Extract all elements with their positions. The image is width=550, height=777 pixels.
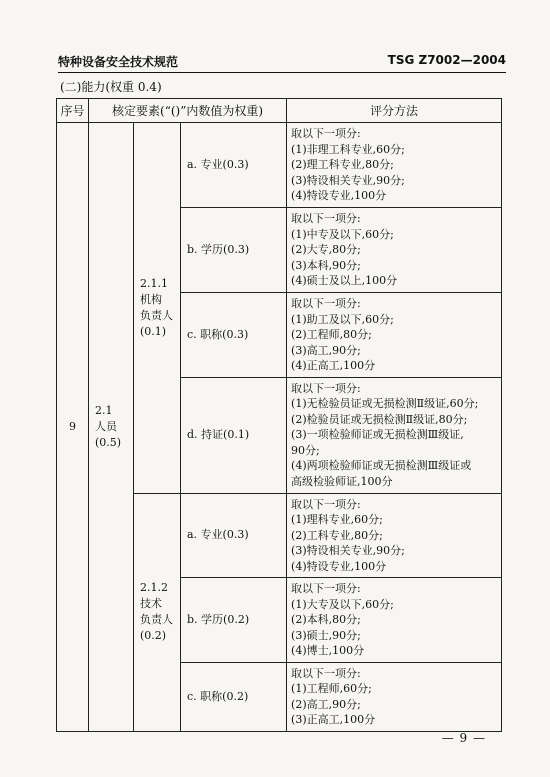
method-line: (1)大专及以下,60分;: [291, 597, 394, 611]
method-line: (3)一项检验师证或无损检测Ⅲ级证,: [291, 428, 464, 441]
level1-code: 2.1: [95, 403, 113, 417]
method-line: 高级检验师证,100分: [291, 474, 393, 488]
method-line: (1)助工及以下,60分;: [291, 312, 394, 326]
table-row: [57, 123, 502, 208]
scoring-method: [287, 578, 502, 663]
method-line: (4)两项检验师证或无损检测Ⅲ级证或: [291, 459, 472, 472]
item-label: c. 职称(0.2): [181, 662, 287, 731]
header-code: TSG Z7002—2004: [387, 53, 506, 67]
level1-name: 人员: [95, 419, 117, 433]
page-number: — 9 —: [441, 731, 486, 745]
method-line: (4)特设专业,100分: [291, 189, 387, 202]
method-line: (2)检验员证或无损检测Ⅱ级证,80分;: [291, 412, 468, 426]
level2-name-line1: 技术: [140, 597, 162, 610]
assessment-table: [56, 98, 502, 732]
method-line: (2)大专,80分;: [291, 243, 361, 256]
item-label: b. 学历(0.2): [181, 578, 287, 663]
method-line: (2)理工科专业,80分;: [291, 158, 394, 171]
item-label: b. 学历(0.3): [181, 208, 287, 293]
scoring-method: [287, 377, 502, 493]
level2-name-line2: 负责人: [140, 308, 173, 322]
method-line: (1)工程师,60分;: [291, 682, 372, 695]
item-label: d. 持证(0.1): [181, 377, 287, 493]
level2-code: 2.1.1: [140, 276, 168, 290]
method-line: (2)工程师,80分;: [291, 328, 372, 341]
method-line: (3)本科,90分;: [291, 258, 361, 272]
method-line: (1)非理工科专业,60分;: [291, 142, 405, 156]
method-line: 取以下一项分:: [291, 497, 361, 511]
table-header-row: [57, 99, 502, 123]
method-line: (3)特设相关专业,90分;: [291, 173, 405, 187]
method-line: (1)中专及以下,60分;: [291, 227, 394, 241]
method-line: (4)特设专业,100分: [291, 559, 387, 573]
item-label: a. 专业(0.3): [181, 123, 287, 208]
scoring-method: [287, 123, 502, 208]
header-title: 特种设备安全技术规范: [58, 55, 179, 69]
level2-name-line1: 机构: [140, 292, 162, 306]
level2-code: 2.1.2: [140, 581, 168, 594]
method-line: 取以下一项分:: [291, 582, 361, 595]
method-line: 取以下一项分:: [291, 297, 361, 310]
method-line: (4)正高工,100分: [291, 359, 376, 372]
level2-element-institution-head: [134, 123, 181, 494]
method-line: (1)无检验员证或无损检测Ⅱ级证,60分;: [291, 397, 479, 410]
method-line: (1)理科专业,60分;: [291, 513, 383, 526]
running-header: [58, 50, 506, 73]
method-line: 90分;: [291, 443, 320, 457]
method-line: (2)高工,90分;: [291, 697, 361, 711]
item-label: a. 专业(0.3): [181, 493, 287, 578]
level1-element: [89, 123, 134, 732]
scoring-method: [287, 293, 502, 378]
method-line: (2)工科专业,80分;: [291, 528, 383, 542]
method-line: (4)博士,100分: [291, 644, 365, 657]
level2-element-technical-head: [134, 493, 181, 731]
method-line: 取以下一项分:: [291, 127, 361, 140]
method-line: (3)硕士,90分;: [291, 628, 361, 642]
section-title: (二)能力(权重 0.4): [60, 80, 162, 94]
header-method: 评分方法: [287, 99, 502, 123]
row-number: 9: [57, 123, 89, 732]
level2-name-line2: 负责人: [140, 613, 173, 626]
method-line: (2)本科,80分;: [291, 613, 361, 626]
item-label: c. 职称(0.3): [181, 293, 287, 378]
method-line: 取以下一项分:: [291, 666, 361, 680]
method-line: 取以下一项分:: [291, 381, 361, 395]
level2-weight: (0.1): [140, 324, 167, 338]
level1-weight: (0.5): [95, 435, 122, 449]
scoring-method: [287, 662, 502, 731]
header-elements: 核定要素(“()”内数值为权重): [89, 99, 287, 123]
scoring-method: [287, 208, 502, 293]
header-no: 序号: [57, 99, 89, 123]
method-line: 取以下一项分:: [291, 212, 361, 225]
method-line: (3)正高工,100分: [291, 713, 376, 726]
method-line: (3)特设相关专业,90分;: [291, 544, 405, 557]
method-line: (4)硕士及以上,100分: [291, 274, 398, 287]
level2-weight: (0.2): [140, 629, 167, 642]
scoring-method: [287, 493, 502, 578]
method-line: (3)高工,90分;: [291, 343, 361, 357]
